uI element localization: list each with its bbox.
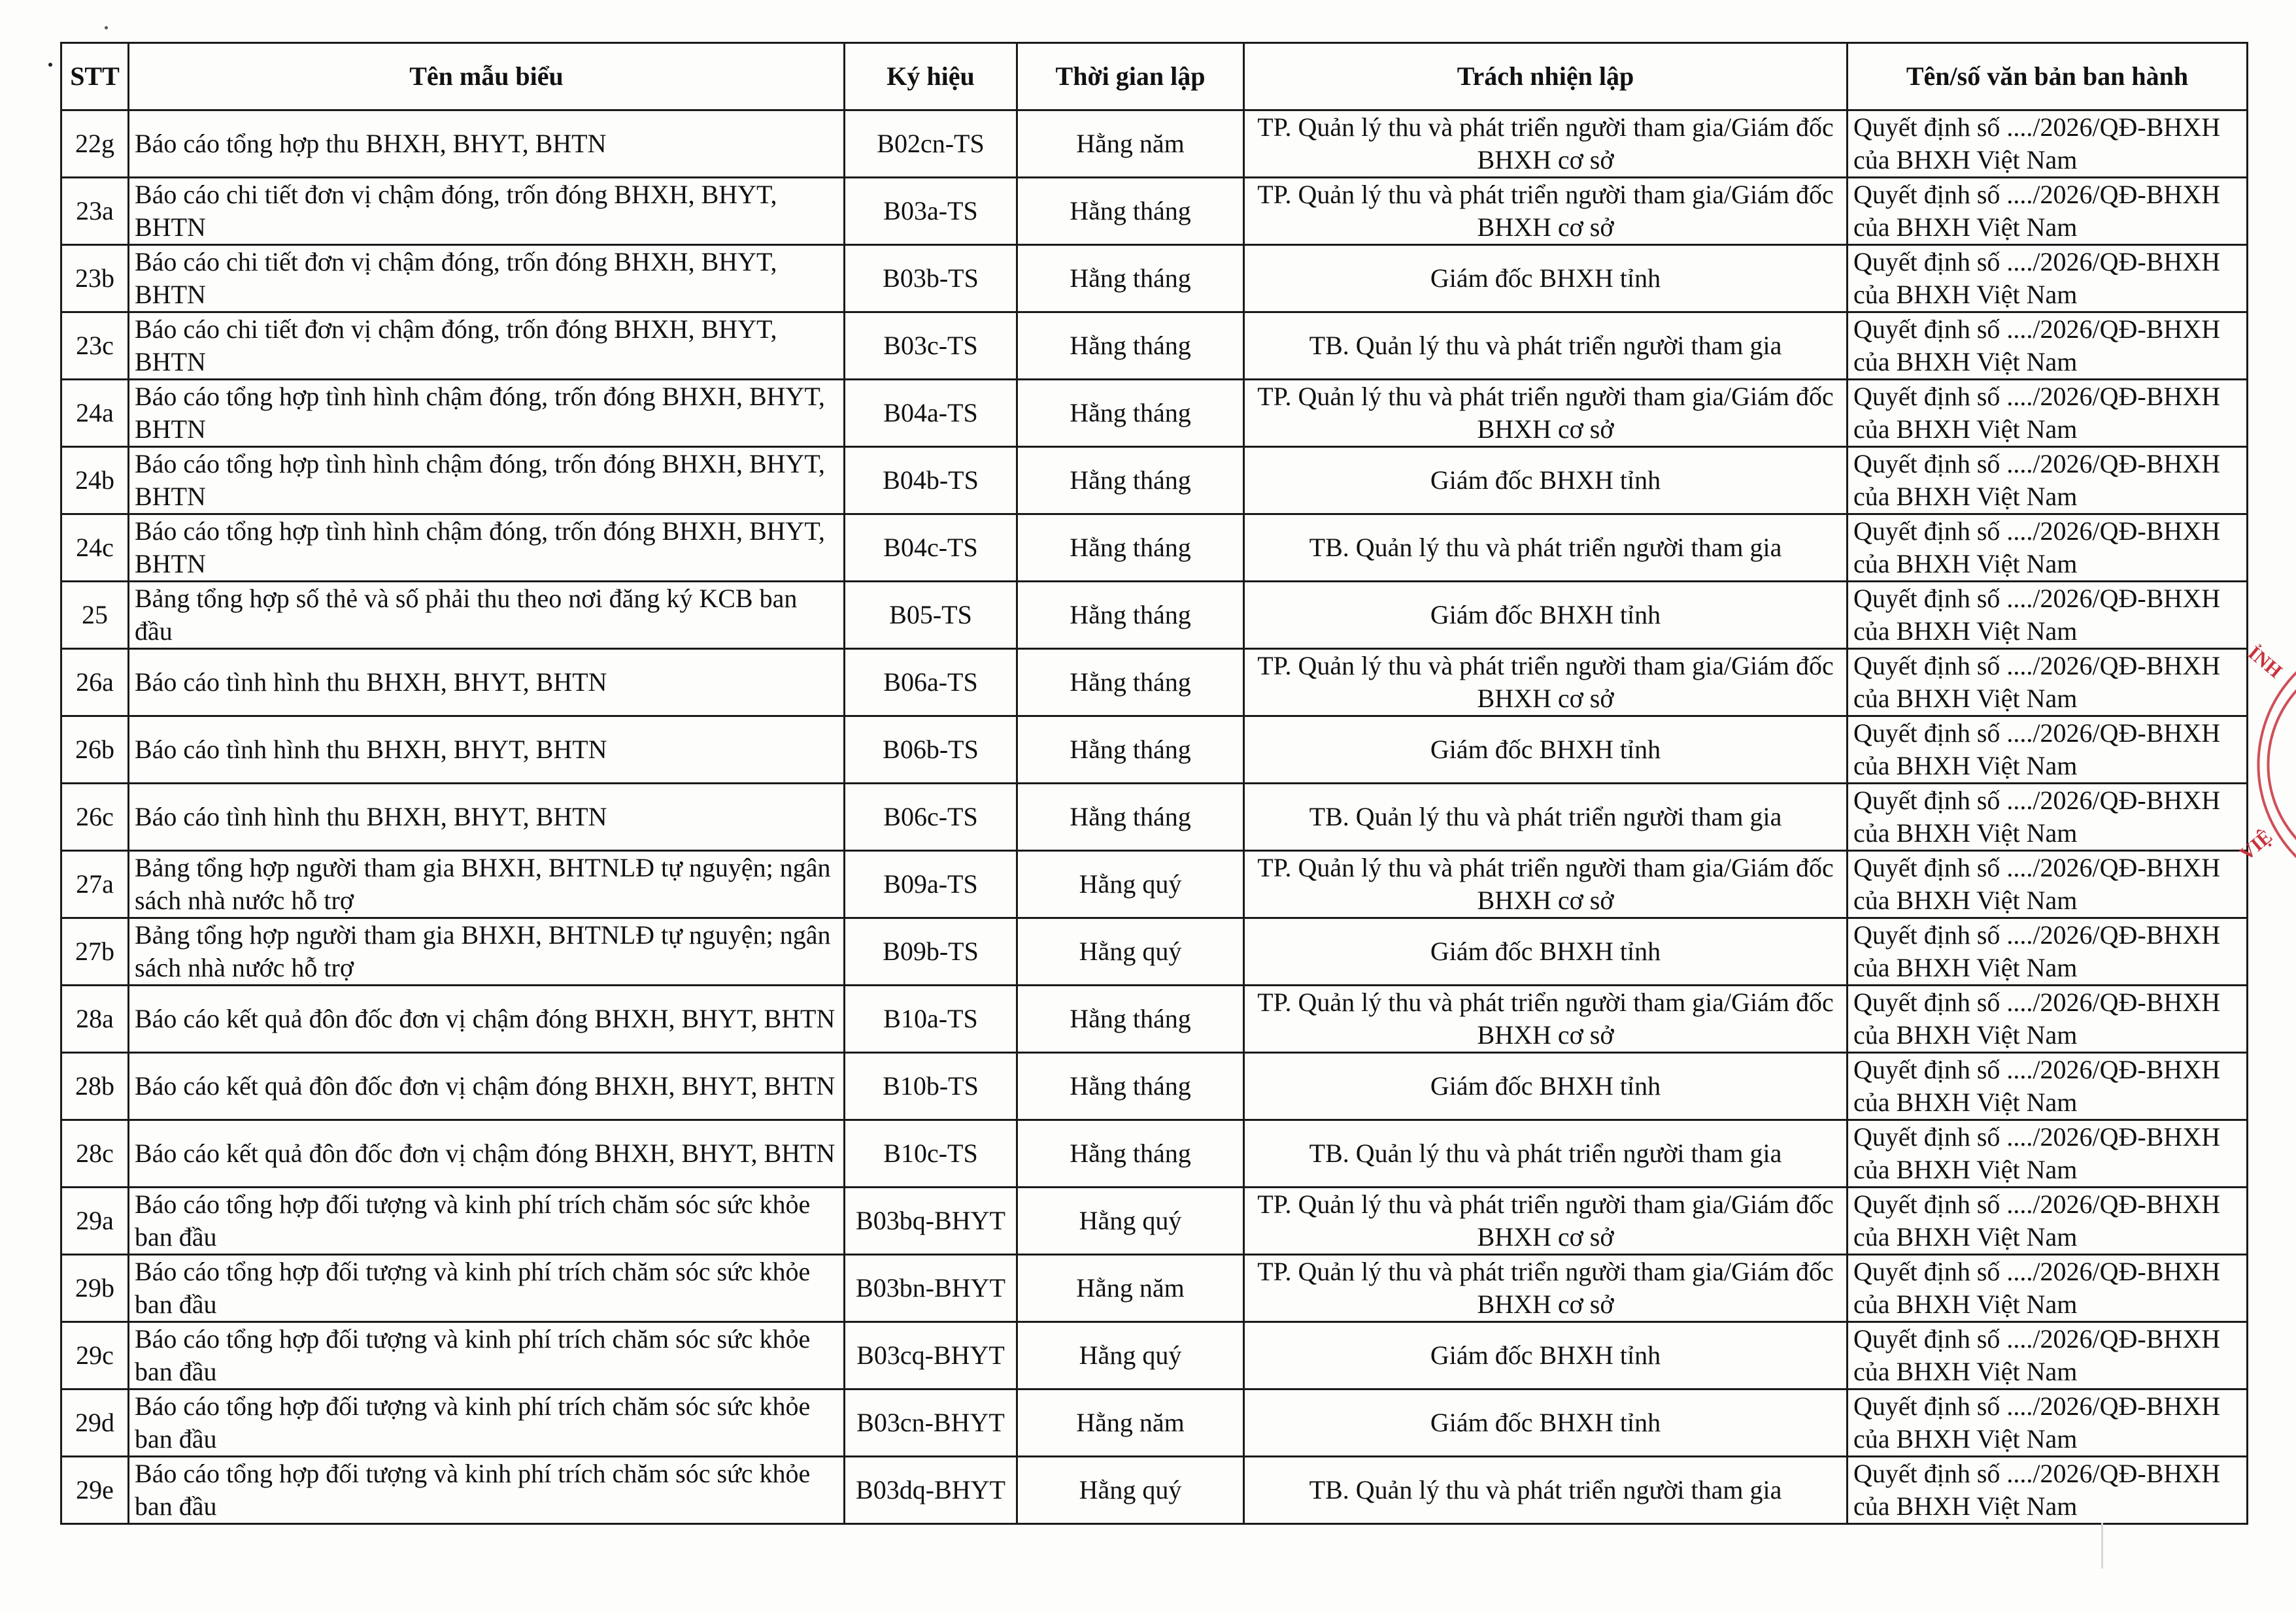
cell-stt: 26b — [61, 716, 129, 784]
cell-stt: 28b — [61, 1053, 129, 1120]
cell-responsibility: Giám đốc BHXH tỉnh — [1244, 716, 1848, 784]
cell-time: Hằng tháng — [1017, 716, 1244, 784]
cell-code: B05-TS — [845, 582, 1017, 649]
table-body — [61, 110, 2248, 1524]
cell-form-name: Báo cáo chi tiết đơn vị chậm đóng, trốn đóng BHXH, BHYT, BHTN — [129, 245, 845, 312]
cell-stt: 29d — [61, 1389, 129, 1457]
table-row — [61, 1188, 2248, 1255]
cell-time: Hằng năm — [1017, 1255, 1244, 1322]
cell-responsibility: TB. Quản lý thu và phát triển người tham gia — [1244, 1457, 1848, 1524]
cell-document: Quyết định số ..../2026/QĐ-BHXH của BHXH Việt Nam — [1848, 1389, 2248, 1457]
cell-document: Quyết định số ..../2026/QĐ-BHXH của BHXH Việt Nam — [1848, 1120, 2248, 1188]
cell-code: B03c-TS — [845, 312, 1017, 380]
cell-responsibility: TP. Quản lý thu và phát triển người tham gia/Giám đốc BHXH cơ sở — [1244, 986, 1848, 1053]
table-row — [61, 380, 2248, 447]
cell-responsibility: Giám đốc BHXH tỉnh — [1244, 245, 1848, 312]
cell-time: Hằng quý — [1017, 918, 1244, 986]
cell-code: B06a-TS — [845, 649, 1017, 716]
table-row — [61, 784, 2248, 851]
cell-stt: 26c — [61, 784, 129, 851]
cell-time: Hằng tháng — [1017, 380, 1244, 447]
cell-code: B03bq-BHYT — [845, 1188, 1017, 1255]
cell-responsibility: Giám đốc BHXH tỉnh — [1244, 918, 1848, 986]
table-row — [61, 1322, 2248, 1389]
table-row — [61, 716, 2248, 784]
cell-form-name: Báo cáo chi tiết đơn vị chậm đóng, trốn đóng BHXH, BHYT, BHTN — [129, 312, 845, 380]
cell-stt: 26a — [61, 649, 129, 716]
cell-responsibility: TB. Quản lý thu và phát triển người tham gia — [1244, 1120, 1848, 1188]
cell-stt: 29e — [61, 1457, 129, 1524]
table-row — [61, 1457, 2248, 1524]
table-row — [61, 1053, 2248, 1120]
report-forms-table — [60, 42, 2248, 1525]
cell-code: B09b-TS — [845, 918, 1017, 986]
cell-document: Quyết định số ..../2026/QĐ-BHXH của BHXH Việt Nam — [1848, 245, 2248, 312]
cell-time: Hằng quý — [1017, 1457, 1244, 1524]
cell-code: B04c-TS — [845, 514, 1017, 582]
cell-form-name: Báo cáo kết quả đôn đốc đơn vị chậm đóng BHXH, BHYT, BHTN — [129, 1053, 845, 1120]
cell-document: Quyết định số ..../2026/QĐ-BHXH của BHXH Việt Nam — [1848, 110, 2248, 178]
cell-form-name: Báo cáo tình hình thu BHXH, BHYT, BHTN — [129, 716, 845, 784]
cell-time: Hằng năm — [1017, 110, 1244, 178]
cell-code: B03b-TS — [845, 245, 1017, 312]
cell-responsibility: TP. Quản lý thu và phát triển người tham gia/Giám đốc BHXH cơ sở — [1244, 649, 1848, 716]
cell-responsibility: Giám đốc BHXH tỉnh — [1244, 1053, 1848, 1120]
cell-document: Quyết định số ..../2026/QĐ-BHXH của BHXH Việt Nam — [1848, 1255, 2248, 1322]
cell-stt: 23b — [61, 245, 129, 312]
cell-responsibility: TP. Quản lý thu và phát triển người tham gia/Giám đốc BHXH cơ sở — [1244, 110, 1848, 178]
cell-stt: 29b — [61, 1255, 129, 1322]
cell-form-name: Báo cáo tổng hợp đối tượng và kinh phí trích chăm sóc sức khỏe ban đầu — [129, 1255, 845, 1322]
cell-stt: 25 — [61, 582, 129, 649]
cell-stt: 28a — [61, 986, 129, 1053]
cell-code: B10a-TS — [845, 986, 1017, 1053]
table-row — [61, 851, 2248, 918]
seal-text-bottom: VIỆ — [2235, 825, 2277, 865]
cell-time: Hằng tháng — [1017, 514, 1244, 582]
cell-responsibility: Giám đốc BHXH tỉnh — [1244, 1389, 1848, 1457]
table-row — [61, 447, 2248, 514]
cell-form-name: Báo cáo tổng hợp đối tượng và kinh phí trích chăm sóc sức khỏe ban đầu — [129, 1322, 845, 1389]
cell-code: B06b-TS — [845, 716, 1017, 784]
cell-document: Quyết định số ..../2026/QĐ-BHXH của BHXH Việt Nam — [1848, 1322, 2248, 1389]
cell-form-name: Báo cáo tổng hợp đối tượng và kinh phí trích chăm sóc sức khỏe ban đầu — [129, 1389, 845, 1457]
cell-responsibility: TP. Quản lý thu và phát triển người tham gia/Giám đốc BHXH cơ sở — [1244, 380, 1848, 447]
cell-time: Hằng tháng — [1017, 447, 1244, 514]
cell-time: Hằng tháng — [1017, 1053, 1244, 1120]
scan-speck — [48, 63, 52, 67]
cell-time: Hằng tháng — [1017, 245, 1244, 312]
table-header-row — [61, 43, 2248, 110]
cell-time: Hằng tháng — [1017, 312, 1244, 380]
cell-code: B04b-TS — [845, 447, 1017, 514]
table-row — [61, 1389, 2248, 1457]
cell-document: Quyết định số ..../2026/QĐ-BHXH của BHXH Việt Nam — [1848, 178, 2248, 245]
scan-line-mark — [2101, 1523, 2103, 1569]
cell-responsibility: TB. Quản lý thu và phát triển người tham gia — [1244, 784, 1848, 851]
cell-code: B10b-TS — [845, 1053, 1017, 1120]
cell-time: Hằng tháng — [1017, 986, 1244, 1053]
cell-form-name: Báo cáo tổng hợp tình hình chậm đóng, trốn đóng BHXH, BHYT, BHTN — [129, 380, 845, 447]
cell-time: Hằng tháng — [1017, 582, 1244, 649]
cell-code: B10c-TS — [845, 1120, 1017, 1188]
table-row — [61, 1120, 2248, 1188]
cell-stt: 27b — [61, 918, 129, 986]
cell-code: B06c-TS — [845, 784, 1017, 851]
cell-form-name: Báo cáo tổng hợp thu BHXH, BHYT, BHTN — [129, 110, 845, 178]
cell-stt: 29a — [61, 1188, 129, 1255]
cell-stt: 27a — [61, 851, 129, 918]
cell-stt: 24b — [61, 447, 129, 514]
cell-code: B09a-TS — [845, 851, 1017, 918]
cell-time: Hằng tháng — [1017, 178, 1244, 245]
cell-stt: 24c — [61, 514, 129, 582]
cell-time: Hằng năm — [1017, 1389, 1244, 1457]
table-row — [61, 245, 2248, 312]
scan-speck — [105, 26, 108, 29]
header-responsibility: Trách nhiện lập — [1244, 43, 1848, 110]
cell-document: Quyết định số ..../2026/QĐ-BHXH của BHXH Việt Nam — [1848, 582, 2248, 649]
cell-document: Quyết định số ..../2026/QĐ-BHXH của BHXH Việt Nam — [1848, 851, 2248, 918]
cell-document: Quyết định số ..../2026/QĐ-BHXH của BHXH Việt Nam — [1848, 784, 2248, 851]
cell-form-name: Báo cáo tổng hợp tình hình chậm đóng, trốn đóng BHXH, BHYT, BHTN — [129, 514, 845, 582]
cell-document: Quyết định số ..../2026/QĐ-BHXH của BHXH Việt Nam — [1848, 514, 2248, 582]
cell-document: Quyết định số ..../2026/QĐ-BHXH của BHXH Việt Nam — [1848, 1188, 2248, 1255]
cell-responsibility: Giám đốc BHXH tỉnh — [1244, 582, 1848, 649]
cell-stt: 23c — [61, 312, 129, 380]
header-form-name: Tên mẫu biểu — [129, 43, 845, 110]
table-row — [61, 918, 2248, 986]
cell-time: Hằng quý — [1017, 1188, 1244, 1255]
cell-time: Hằng tháng — [1017, 784, 1244, 851]
cell-stt: 23a — [61, 178, 129, 245]
cell-code: B03a-TS — [845, 178, 1017, 245]
table-row — [61, 110, 2248, 178]
cell-responsibility: TP. Quản lý thu và phát triển người tham gia/Giám đốc BHXH cơ sở — [1244, 178, 1848, 245]
cell-document: Quyết định số ..../2026/QĐ-BHXH của BHXH Việt Nam — [1848, 380, 2248, 447]
cell-code: B03bn-BHYT — [845, 1255, 1017, 1322]
cell-code: B03cq-BHYT — [845, 1322, 1017, 1389]
cell-form-name: Báo cáo chi tiết đơn vị chậm đóng, trốn đóng BHXH, BHYT, BHTN — [129, 178, 845, 245]
cell-time: Hằng quý — [1017, 1322, 1244, 1389]
table-row — [61, 649, 2248, 716]
cell-code: B03dq-BHYT — [845, 1457, 1017, 1524]
cell-responsibility: TP. Quản lý thu và phát triển người tham gia/Giám đốc BHXH cơ sở — [1244, 851, 1848, 918]
cell-form-name: Báo cáo tổng hợp đối tượng và kinh phí trích chăm sóc sức khỏe ban đầu — [129, 1188, 845, 1255]
cell-document: Quyết định số ..../2026/QĐ-BHXH của BHXH Việt Nam — [1848, 1053, 2248, 1120]
table-row — [61, 582, 2248, 649]
table-row — [61, 312, 2248, 380]
cell-time: Hằng tháng — [1017, 649, 1244, 716]
cell-responsibility: TP. Quản lý thu và phát triển người tham gia/Giám đốc BHXH cơ sở — [1244, 1188, 1848, 1255]
cell-form-name: Báo cáo kết quả đôn đốc đơn vị chậm đóng BHXH, BHYT, BHTN — [129, 986, 845, 1053]
cell-document: Quyết định số ..../2026/QĐ-BHXH của BHXH Việt Nam — [1848, 447, 2248, 514]
cell-stt: 22g — [61, 110, 129, 178]
cell-time: Hằng tháng — [1017, 1120, 1244, 1188]
cell-form-name: Bảng tổng hợp người tham gia BHXH, BHTNLĐ tự nguyện; ngân sách nhà nước hỗ trợ — [129, 851, 845, 918]
header-document: Tên/số văn bản ban hành — [1848, 43, 2248, 110]
cell-responsibility: Giám đốc BHXH tỉnh — [1244, 1322, 1848, 1389]
header-time: Thời gian lập — [1017, 43, 1244, 110]
cell-document: Quyết định số ..../2026/QĐ-BHXH của BHXH Việt Nam — [1848, 986, 2248, 1053]
cell-document: Quyết định số ..../2026/QĐ-BHXH của BHXH Việt Nam — [1848, 716, 2248, 784]
cell-form-name: Báo cáo tổng hợp tình hình chậm đóng, trốn đóng BHXH, BHYT, BHTN — [129, 447, 845, 514]
header-code: Ký hiệu — [845, 43, 1017, 110]
cell-stt: 24a — [61, 380, 129, 447]
table-row — [61, 514, 2248, 582]
cell-document: Quyết định số ..../2026/QĐ-BHXH của BHXH Việt Nam — [1848, 649, 2248, 716]
cell-form-name: Báo cáo tổng hợp đối tượng và kinh phí trích chăm sóc sức khỏe ban đầu — [129, 1457, 845, 1524]
cell-document: Quyết định số ..../2026/QĐ-BHXH của BHXH Việt Nam — [1848, 1457, 2248, 1524]
cell-stt: 28c — [61, 1120, 129, 1188]
table-row — [61, 986, 2248, 1053]
cell-responsibility: TB. Quản lý thu và phát triển người tham gia — [1244, 514, 1848, 582]
table-row — [61, 178, 2248, 245]
cell-responsibility: TB. Quản lý thu và phát triển người tham gia — [1244, 312, 1848, 380]
cell-form-name: Báo cáo tình hình thu BHXH, BHYT, BHTN — [129, 649, 845, 716]
cell-code: B04a-TS — [845, 380, 1017, 447]
table-row — [61, 1255, 2248, 1322]
cell-responsibility: Giám đốc BHXH tỉnh — [1244, 447, 1848, 514]
cell-code: B03cn-BHYT — [845, 1389, 1017, 1457]
cell-form-name: Báo cáo tình hình thu BHXH, BHYT, BHTN — [129, 784, 845, 851]
seal-text-top: ỈNH — [2244, 642, 2286, 682]
cell-document: Quyết định số ..../2026/QĐ-BHXH của BHXH Việt Nam — [1848, 918, 2248, 986]
cell-document: Quyết định số ..../2026/QĐ-BHXH của BHXH Việt Nam — [1848, 312, 2248, 380]
header-stt: STT — [61, 43, 129, 110]
cell-form-name: Bảng tổng hợp người tham gia BHXH, BHTNLĐ tự nguyện; ngân sách nhà nước hỗ trợ — [129, 918, 845, 986]
cell-code: B02cn-TS — [845, 110, 1017, 178]
cell-form-name: Báo cáo kết quả đôn đốc đơn vị chậm đóng BHXH, BHYT, BHTN — [129, 1120, 845, 1188]
cell-responsibility: TP. Quản lý thu và phát triển người tham gia/Giám đốc BHXH cơ sở — [1244, 1255, 1848, 1322]
cell-time: Hằng quý — [1017, 851, 1244, 918]
cell-stt: 29c — [61, 1322, 129, 1389]
cell-form-name: Bảng tổng hợp số thẻ và số phải thu theo nơi đăng ký KCB ban đầu — [129, 582, 845, 649]
